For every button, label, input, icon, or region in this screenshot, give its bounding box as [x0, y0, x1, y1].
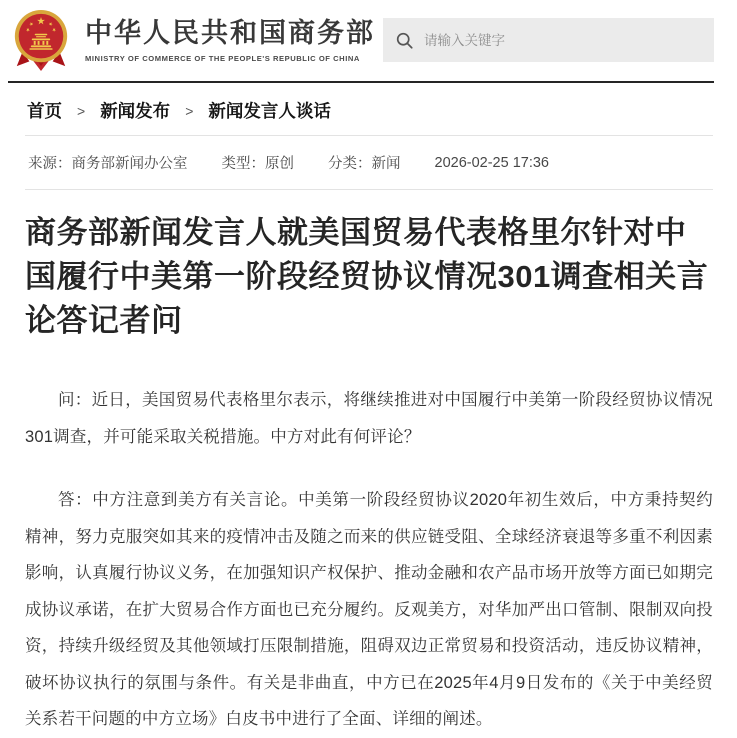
chevron-separator-icon: >	[77, 102, 86, 119]
breadcrumb-news-link[interactable]: 新闻发布	[100, 101, 171, 121]
search-box[interactable]	[383, 18, 714, 62]
article-meta	[0, 136, 737, 189]
chevron-separator-icon: >	[185, 102, 194, 119]
meta-type: 类型：原创	[221, 156, 294, 172]
meta-source: 来源：商务部新闻办公室	[28, 156, 188, 172]
meta-timestamp: 2026-02-25 17:36	[434, 154, 549, 171]
question-paragraph: 问：近日，美国贸易代表格里尔表示，将继续推进对中国履行中美第一阶段经贸协议情况301调查，并可能采取关税措施。中方对此有何评论？	[25, 391, 713, 446]
article-body	[25, 382, 713, 738]
search-icon	[396, 32, 413, 49]
site-brand	[85, 19, 375, 63]
breadcrumb-home-link[interactable]: 首页	[27, 101, 62, 121]
breadcrumb-spokesperson-link[interactable]: 新闻发言人谈话	[208, 101, 331, 121]
answer-paragraph: 答：中方注意到美方有关言论。中美第一阶段经贸协议2020年初生效后，中方秉持契约精神，努力克服突如其来的疫情冲击及随之而来的供应链受阻、全球经济衰退等多重不利因素影响，认真履行协议义务，在加强知识产权保护、推动金融和农产品市场开放等方面已如期完成协议承诺，在扩大贸易合作方面也已充分履约。反观美方，对华加严出口管制、限制双向投资，持续升级经贸及其他领域打压限制措施，阻碍双边正常贸易和投资活动，违反协议精神，破坏协议执行的氛围与条件。有关是非曲直，中方已在2025年4月9日发布的《关于中美经贸关系若干问题的中方立场》白皮书中进行了全面、详细的阐述。	[25, 491, 713, 728]
search-input[interactable]	[424, 33, 701, 48]
site-header	[0, 0, 737, 81]
meta-bottom-divider	[25, 189, 713, 190]
site-title: 中华人民共和国商务部	[85, 18, 375, 48]
article	[0, 211, 737, 738]
meta-category: 分类：新闻	[328, 156, 401, 172]
article-title: 商务部新闻发言人就美国贸易代表格里尔针对中国履行中美第一阶段经贸协议情况301调查相关言论答记者问	[25, 215, 709, 338]
site-subtitle: MINISTRY OF COMMERCE OF THE PEOPLE'S REPUBLIC OF CHINA	[85, 53, 360, 63]
breadcrumb	[0, 83, 737, 135]
national-emblem-logo	[10, 8, 72, 72]
